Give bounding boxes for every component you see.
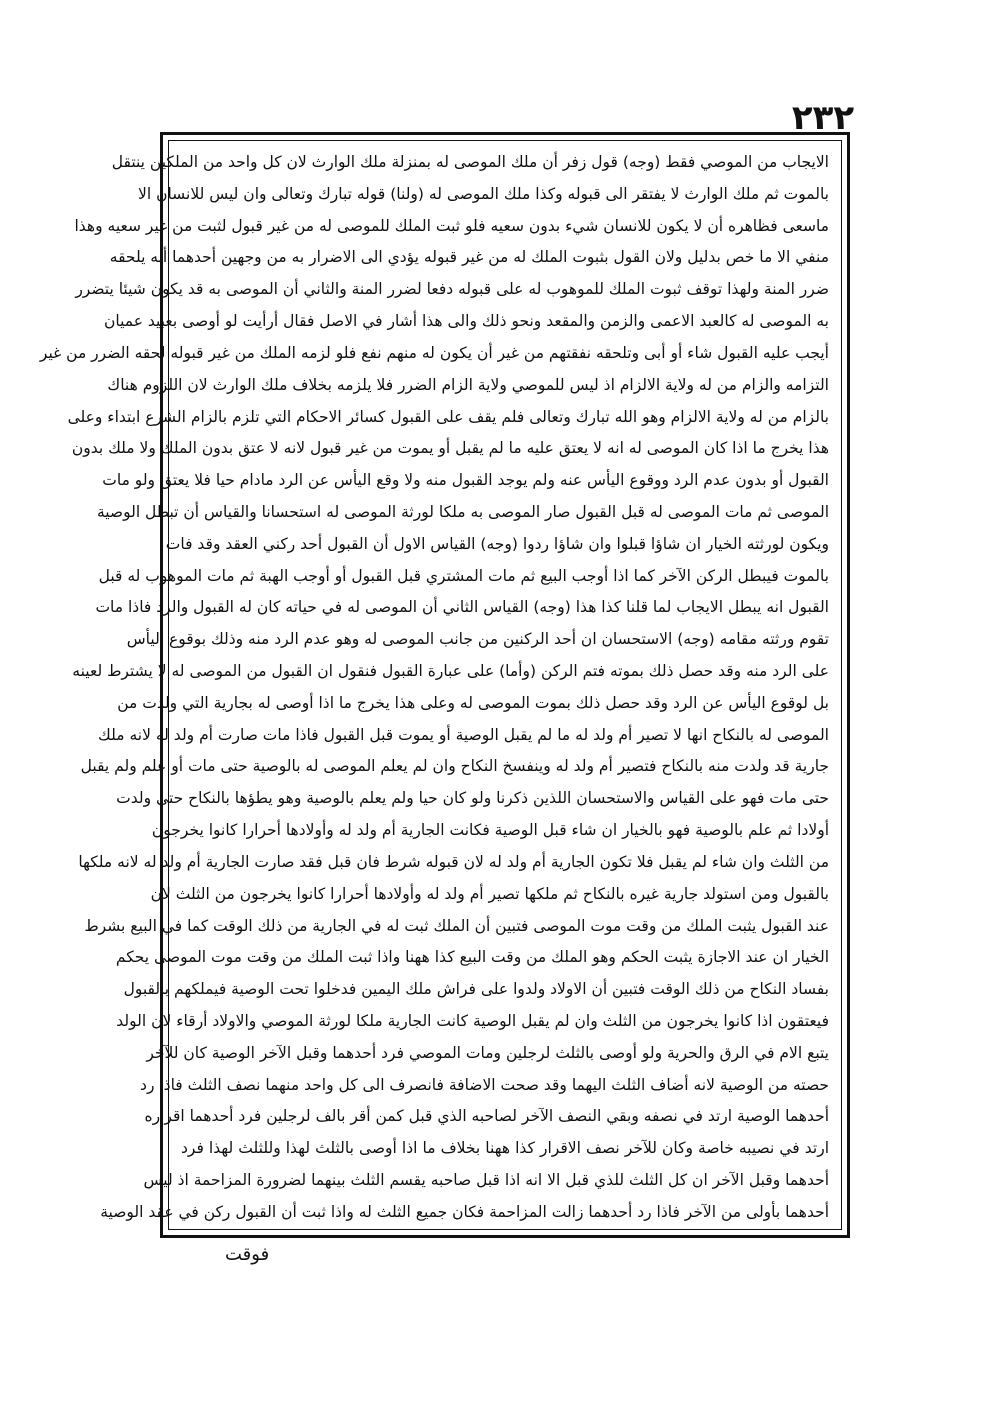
text-line: أحدهما الوصية ارتد في نصفه وبقي النصف الآخر لصاحبه الذي قبل كمن أقر بالف لرجلين فرد أحدهما اقراره [144, 1107, 829, 1126]
text-line: التزامه والزام من له ولاية الالزام اذ ليس للموصي ولاية الزام الضرر فلا يلزمه بخلاف ملك الوارث لان اللزوم هناك [107, 375, 829, 394]
text-line: ويكون لورثته الخيار ان شاؤا قبلوا وان شاؤا ردوا (وجه) القياس الاول أن القبول أحد ركني العقد وقد فات [165, 534, 829, 553]
text-line: الايجاب من الموصي فقط (وجه) قول زفر أن ملك الموصى له بمنزلة ملك الوارث لان كل واحد من الملكين ينتقل [111, 153, 829, 171]
text-line: الموصى له بالنكاح انها لا تصير أم ولد له ما لم يقبل الوصية أو يموت قبل القبول فاذا مات صارت أم ولد له لانه ملك [98, 725, 829, 744]
text-line: فيعتقون اذا كانوا يخرجون من الثلث وان لم يقبل الوصية كانت الجارية ملكا لورثة الموصي والاولاد أرقاء لان الولد [116, 1011, 829, 1030]
text-line: جارية قد ولدت منه بالنكاح فتصير أم ولد له وينفسخ النكاح وان لم يعلم الموصى له بالوصية حتى مات أو علم ولم يقبل [80, 757, 829, 776]
text-line: بل لوقوع اليأس عن الرد وقد حصل ذلك بموت الموصى له وعلى هذا يخرج ما اذا أوصى له بجارية التي ولدت من [117, 693, 829, 712]
text-line: القبول أو بدون عدم الرد ووقوع اليأس عنه ولم يوجد القبول منه ولا وقع اليأس عن الرد مادام حيا فلا يعتق ولو مات [102, 471, 829, 490]
page-number: ٢٣٢ [791, 98, 855, 138]
text-line: ضرر المنة ولهذا توقف ثبوت الملك للموهوب له على قبوله دفعا لضرر المنة والثاني أن الموصى به قد يكون شيئا يتضرر [75, 280, 829, 299]
text-line: به الموصى له كالعبد الاعمى والزمن والمقعد ونحو ذلك والى هذا أشار في الاصل فقال أرأيت لو أوصى بعبيد عميان [103, 312, 829, 331]
text-line: الخيار ان عند الاجازة يثبت الحكم وهو الملك من وقت البيع كذا ههنا واذا ثبت الملك من وقت موت الموصى يحكم [115, 948, 829, 967]
text-line: بالموت ثم ملك الوارث لا يفتقر الى قبوله وكذا ملك الموصى له (ولنا) قوله تبارك وتعالى وان ليس للانسان الا [138, 184, 829, 203]
text-line: من الثلث وان شاء لم يقبل فلا تكون الجارية أم ولد له لان قبوله شرط فان قبل فقد صارت الجارية أم ولد له لانه ملكها [78, 852, 829, 871]
text-line: أحدهما وقبل الآخر ان كل الثلث للذي قبل الا انه اذا قبل صاحبه يقسم الثلث بينهما لضرورة المزاحمة اذ ليس [143, 1171, 829, 1189]
text-line: يتبع الام في الرق والحرية ولو أوصى بالثلث لرجلين ومات الموصي فرد أحدهما وقبل الآخر الوصية كان للآخر [146, 1043, 829, 1062]
text-block [39, 151, 829, 1223]
text-line: ارتد في نصيبه خاصة وكان للآخر نصف الاقرار كذا ههنا بخلاف ما اذا أوصى بالثلث لهذا وللثلث لهذا فرد [181, 1139, 829, 1158]
text-line: أحدهما بأولى من الآخر فاذا رد أحدهما زالت المزاحمة فكان جميع الثلث له واذا ثبت أن القبول ركن في عقد الوصية [100, 1202, 829, 1221]
text-line: القبول انه يبطل الايجاب لما قلنا كذا هذا (وجه) القياس الثاني أن الموصى له في حياته كان له القبول والرد فاذا مات [95, 598, 829, 617]
text-line: بفساد النكاح من ذلك الوقت فتبين أن الاولاد ولدوا على فراش ملك اليمين فدخلوا تحت الوصية فيملكهم بالقبول [123, 980, 829, 999]
text-line: حصته من الوصية لانه أضاف الثلث اليهما وقد صحت الاضافة فانصرف الى كل واحد منهما نصف الثلث فاذا رد [140, 1075, 829, 1094]
text-line: أيجب عليه القبول شاء أو أبى وتلحقه نفقتهم من غير أن يكون له منهم نفع فلو لزمه الملك من غير قبوله لحقه الضرر من غير [39, 343, 829, 362]
text-line: هذا يخرج ما اذا كان الموصى له انه لا يعتق عليه ما لم يقبل أو يموت من غير قبول لانه لا عتق بدون الملك ولا ملك بدون [71, 439, 829, 458]
text-line: عند القبول يثبت الملك من وقت موت الموصى فتبين أن الملك ثبت له في الجارية من ذلك الوقت كما في البيع بشرط [84, 916, 829, 935]
text-line: على الرد منه وقد حصل ذلك بموته فتم الركن (وأما) على عبارة القبول فنقول ان القبول من الموصى له لا يشترط لعينه [72, 662, 829, 680]
text-line: أولادا ثم علم بالوصية فهو بالخيار ان شاء قبل الوصية فكانت الجارية أم ولد له وأولادها أحرارا كانوا يخرجون [151, 821, 829, 840]
text-line: بالزام من له ولاية الالزام وهو الله تبارك وتعالى فلم يقف على القبول كسائر الاحكام التي تلزم بالزام الشرع ابتداء وعلى [67, 407, 829, 426]
text-line: بالموت فيبطل الركن الآخر كما اذا أوجب البيع ثم مات المشتري قبل القبول أو أوجب الهبة ثم مات الموهوب له قبل [98, 566, 829, 585]
text-line: حتى مات فهو على القياس والاستحسان اللذين ذكرنا ولو كان حيا ولم يعلم بالوصية وهو يطؤها بالنكاح حتى ولدت [116, 789, 829, 808]
catchword: فوقت [225, 1244, 270, 1265]
text-line: تقوم ورثته مقامه (وجه) الاستحسان ان أحد الركنين من جانب الموصى له وهو عدم الرد منه وذلك بوقوع اليأس [126, 630, 829, 649]
text-line: الموصى ثم مات الموصى له قبل القبول صار الموصى به ملكا لورثة الموصى له استحسانا والقياس أن تبطل الوصية [96, 502, 829, 521]
text-line: منفي الا ما خص بدليل ولان القول بثبوت الملك له من غير قبوله يؤدي الى الاضرار به من وجهين أحدهما أنه يلحقه [109, 248, 829, 267]
text-frame [39, 132, 850, 1238]
text-line: ماسعى فظاهره أن لا يكون للانسان شيء بدون سعيه فلو ثبت الملك للموصى له من غير قبول لثبت من غير سعيه وهذا [74, 216, 829, 235]
text-line: بالقبول ومن استولد جارية غيره بالنكاح ثم ملكها تصير أم ولد له وأولادها أحرارا كانوا يخرجون من الثلث لان [150, 884, 829, 903]
